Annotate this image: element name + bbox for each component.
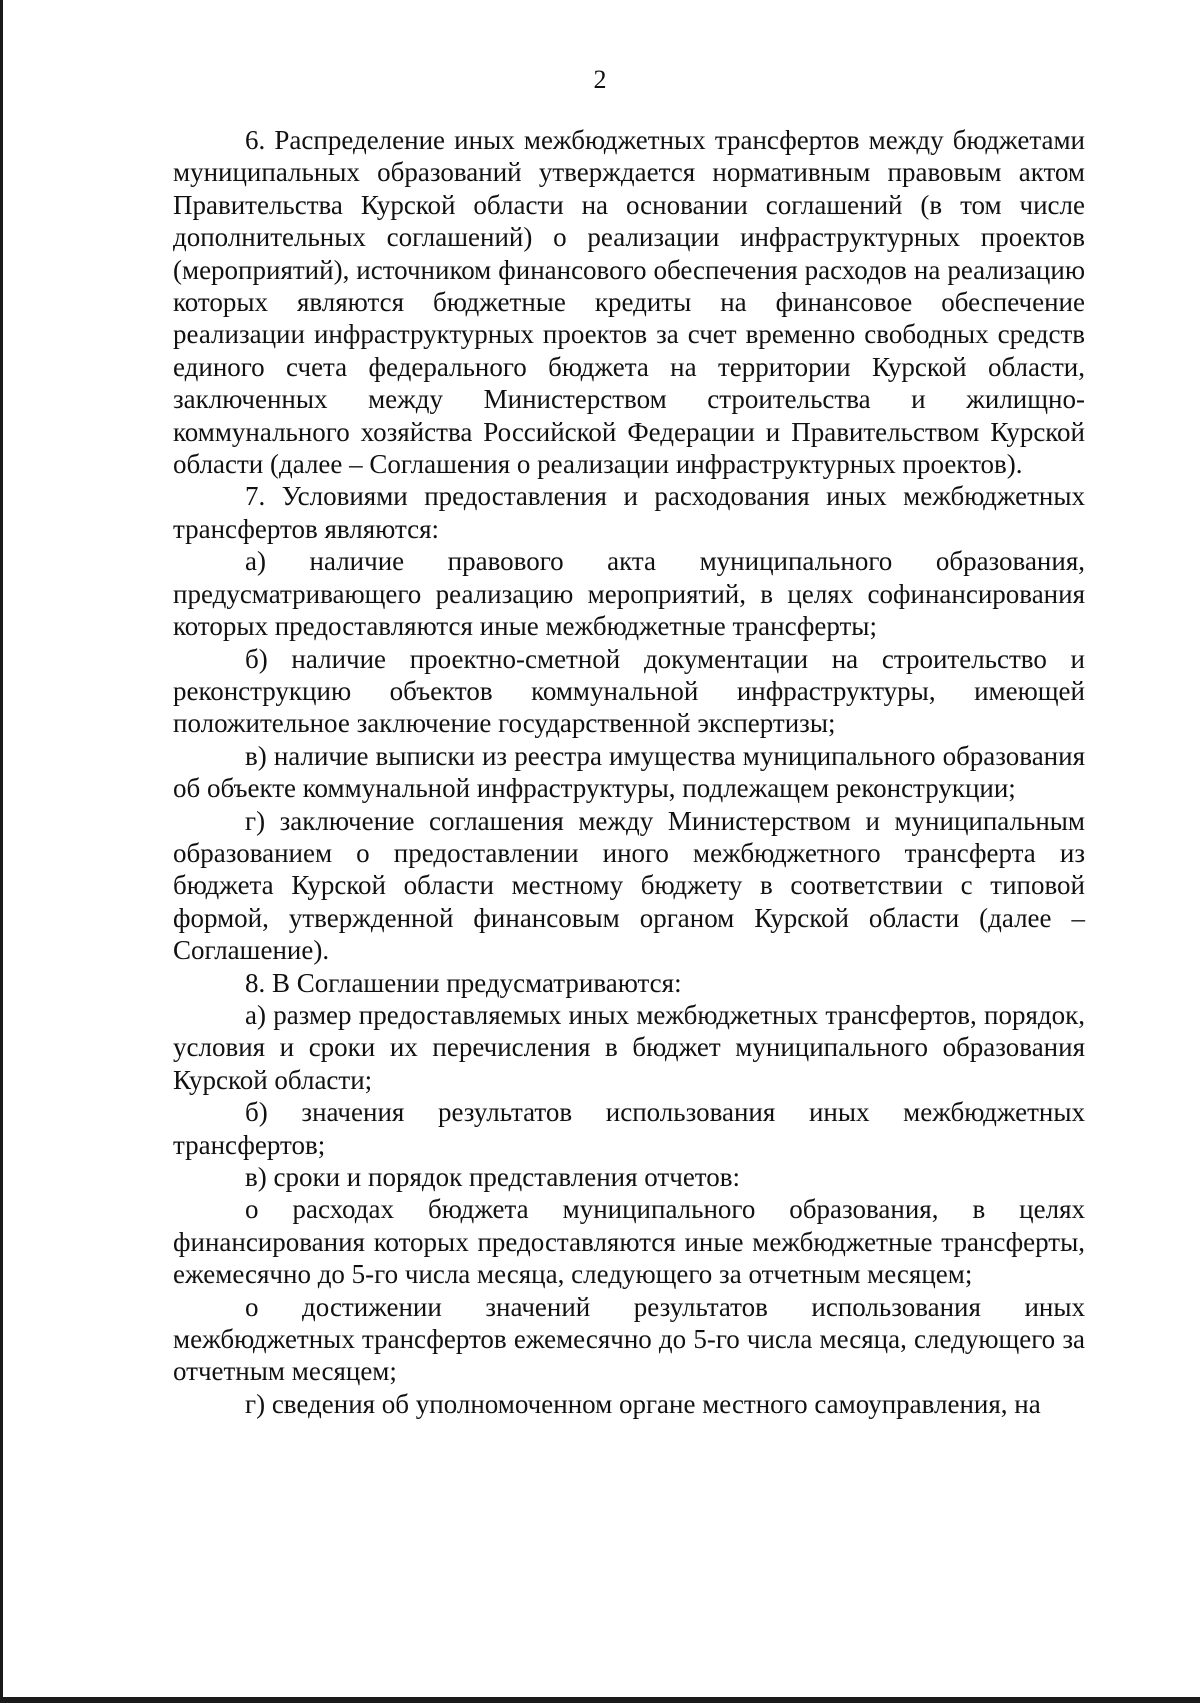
scan-bottom-edge bbox=[0, 1697, 1200, 1703]
paragraph-8-g: г) сведения об уполномоченном органе местного самоуправления, на bbox=[245, 1388, 1041, 1419]
document-body bbox=[173, 124, 1085, 1420]
paragraph-7-g: г) заключение соглашения между Министерством и муниципальным образованием о предоставлении иного межбюджетного трансферта из бюджета Курской области местному бюджету в соответствии с типовой формой, утвержденной финансовым органом Курской области (далее – Соглашение). bbox=[173, 805, 1085, 966]
paragraph-6: 6. Распределение иных межбюджетных трансфертов между бюджетами муниципальных образований утверждается нормативным правовым актом Правительства Курской области на основании соглашений (в том числе дополнительных соглашений) о реализации инфраструктурных проектов (мероприятий), источником финансового обеспечения расходов на реализацию которых являются бюджетные кредиты на финансовое обеспечение реализации инфраструктурных проектов за счет временно свободных средств единого счета федерального бюджета на территории Курской области, заключенных между Министерством строительства и жилищно-коммунального хозяйства Российской Федерации и Правительством Курской области (далее – Соглашения о реализации инфраструктурных проектов). bbox=[173, 125, 1085, 480]
paragraph-7-b: б) наличие проектно-сметной документации на строительство и реконструкцию объектов коммунальной инфраструктуры, имеющей положительное заключение государственной экспертизы; bbox=[173, 643, 1085, 739]
paragraph-7-a: а) наличие правового акта муниципального образования, предусматривающего реализацию мероприятий, в целях софинансирования которых предоставляются иные межбюджетные трансферты; bbox=[173, 546, 1085, 642]
paragraph-7-v: в) наличие выписки из реестра имущества муниципального образования об объекте коммунальной инфраструктуры, подлежащем реконструкции; bbox=[173, 740, 1085, 804]
paragraph-8-b: б) значения результатов использования иных межбюджетных трансфертов; bbox=[173, 1097, 1085, 1160]
paragraph-8: 8. В Соглашении предусматриваются: bbox=[245, 967, 682, 998]
paragraph-8-v-expenses: о расходах бюджета муниципального образования, в целях финансирования которых предоставляются иные межбюджетные трансферты, ежемесячно до 5-го числа месяца, следующего за отчетным месяцем; bbox=[173, 1194, 1085, 1290]
paragraph-8-a: а) размер предоставляемых иных межбюджетных трансфертов, порядок, условия и сроки их перечисления в бюджет муниципального образования Курской области; bbox=[173, 999, 1085, 1095]
scan-left-edge bbox=[0, 0, 3, 1703]
page-number: 2 bbox=[593, 65, 607, 94]
paragraph-8-v-results: о достижении значений результатов использования иных межбюджетных трансфертов ежемесячно до 5-го числа месяца, следующего за отчетным месяцем; bbox=[173, 1291, 1085, 1387]
paragraph-8-v: в) сроки и порядок представления отчетов: bbox=[245, 1162, 740, 1192]
paragraph-7: 7. Условиями предоставления и расходования иных межбюджетных трансфертов являются: bbox=[173, 481, 1085, 544]
